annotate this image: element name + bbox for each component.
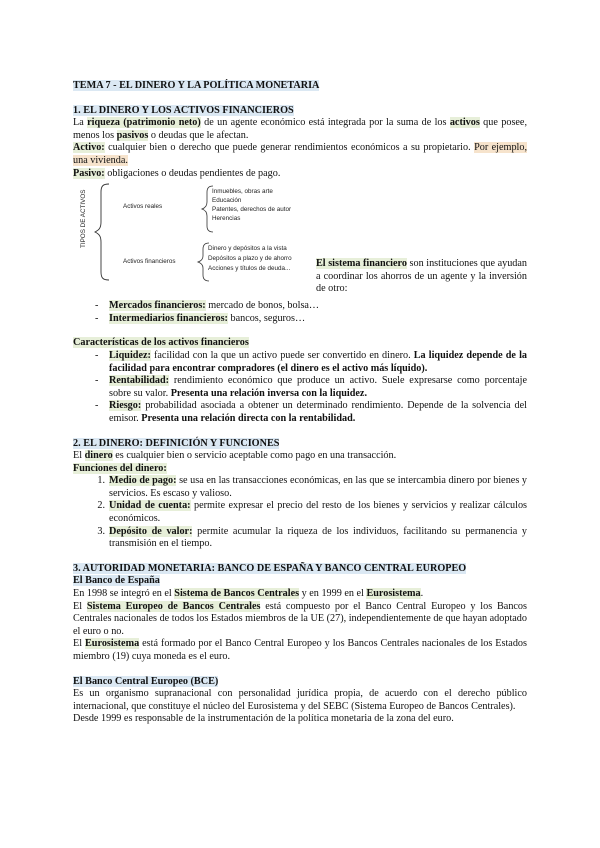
- real-item: Educación: [212, 197, 242, 205]
- list-item: - Intermediarios financieros: bancos, seguros…: [95, 313, 527, 326]
- section-3-heading: 3. AUTORIDAD MONETARIA: BANCO DE ESPAÑA Y BANCO CENTRAL EUROPEO: [73, 562, 467, 574]
- activo-definition: Activo: cualquier bien o derecho que puede generar rendimientos económicos a su propietario. Por ejemplo, una vivienda.: [73, 142, 528, 166]
- funciones-list: [73, 475, 527, 551]
- tipos-activos-label: TIPOS DE ACTIVOS: [80, 189, 87, 249]
- page-title: TEMA 7 - EL DINERO Y LA POLÍTICA MONETARIA: [73, 80, 320, 91]
- activos-financieros-label: Activos financieros: [123, 258, 176, 266]
- bce-paragraph: Es un organismo supranacional con personalidad jurídica propia, de acuerdo con el derecho público internacional, que constituye el núcleo del Eurosistema y del SEBC (Sistema Europeo de Bancos Centrales).: [73, 688, 527, 712]
- section-2-heading: 2. EL DINERO: DEFINICIÓN Y FUNCIONES: [73, 437, 280, 449]
- financial-item: Dinero y depósitos a la vista: [208, 245, 287, 253]
- activos-reales-label: Activos reales: [123, 203, 163, 211]
- section-1-heading: 1. EL DINERO Y LOS ACTIVOS FINANCIEROS: [73, 104, 294, 116]
- caracteristicas-list: [73, 350, 527, 426]
- financial-item: Acciones y títulos de deuda...: [208, 265, 291, 273]
- list-item: - Rentabilidad: rendimiento económico que produce un activo. Suele expresarse como porcentaje sobre su valor. Presenta una relación inversa con la liquidez.: [95, 375, 527, 400]
- funciones-heading: Funciones del dinero:: [73, 462, 167, 474]
- real-item: Inmuebles, obras arte: [212, 188, 273, 196]
- financial-item: Depósitos a plazo y de ahorro: [208, 255, 292, 263]
- list-item: - Riesgo: probabilidad asociada a obtener un determinado rendimiento. Depende de la solvencia del emisor. Presenta una relación directa con la rentabilidad.: [95, 400, 527, 425]
- riqueza-paragraph: La riqueza (patrimonio neto) de un agente económico está integrada por la suma de los activos que posee, menos los pasivos o deudas que le afectan.: [73, 117, 527, 141]
- list-item: - Mercados financieros: mercado de bonos, bolsa…: [95, 300, 527, 313]
- real-item: Herencias: [212, 215, 241, 223]
- list-item: 2. Unidad de cuenta: permite expresar el precio del resto de los bienes y servicios y realizar cálculos económicos.: [97, 500, 527, 525]
- sistema-financiero-paragraph: El sistema financiero son instituciones que ayudan a coordinar los ahorros de un agente y la inversión de otro:: [316, 258, 527, 295]
- eurosistema-paragraph: El Eurosistema está formado por el Banco Central Europeo y los Bancos Centrales nacionales de los Estados miembro (19) cuya moneda es el euro.: [73, 638, 527, 662]
- asset-types-diagram: [73, 180, 527, 295]
- list-item: - Liquidez: facilidad con la que un activo puede ser convertido en dinero. La liquidez depende de la facilidad para encontrar compradores (el dinero es el activo más líquido).: [95, 350, 527, 375]
- bce-paragraph-2: Desde 1999 es responsable de la instrumentación de la política monetaria de la zona del euro.: [73, 713, 454, 725]
- banco-espana-heading: El Banco de España: [73, 575, 160, 587]
- document-page: [73, 80, 527, 726]
- list-item: 1. Medio de pago: se usa en las transacciones económicas, en las que se intercambia dinero por bienes y servicios. Es escaso y valioso.: [97, 475, 527, 499]
- financial-system-list: [73, 300, 527, 325]
- caracteristicas-heading: Características de los activos financieros: [73, 337, 249, 349]
- pasivo-definition: Pasivo: obligaciones o deudas pendientes de pago.: [73, 167, 281, 179]
- real-item: Patentes, derechos de autor: [212, 206, 292, 214]
- list-item: 3. Depósito de valor: permite acumular la riqueza de los individuos, facilitando su permanencia y transmisión en el tiempo.: [97, 525, 527, 550]
- sebc-paragraph: El Sistema Europeo de Bancos Centrales está compuesto por el Banco Central Europeo y los Bancos Centrales nacionales de todos los Estados miembros de la UE (27), independientemente de que hayan adoptado el euro o no.: [73, 600, 527, 637]
- banco-espana-paragraph: En 1998 se integró en el Sistema de Bancos Centrales y en 1999 en el Eurosistema.: [73, 588, 424, 600]
- bce-heading: El Banco Central Europeo (BCE): [73, 675, 219, 687]
- dinero-definition: El dinero es cualquier bien o servicio aceptable como pago en una transacción.: [73, 450, 397, 462]
